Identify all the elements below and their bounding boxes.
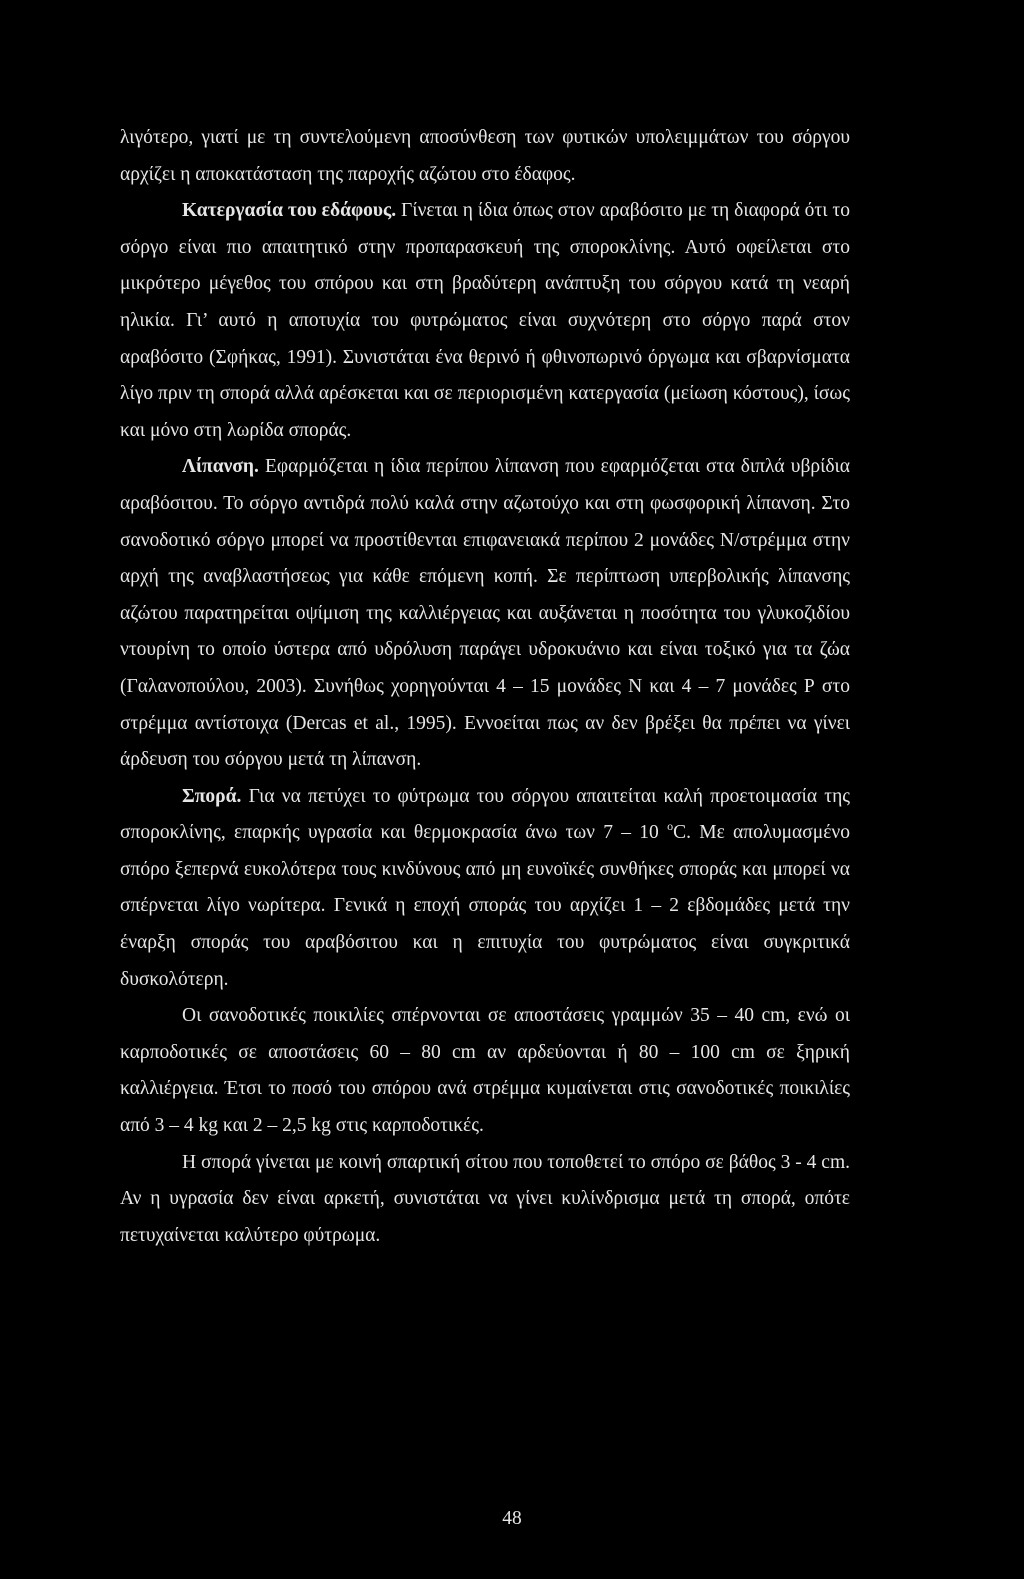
paragraph-row-spacing [120,998,850,1144]
page-number: 48 [502,1508,522,1529]
degree-superscript: o [667,819,674,834]
paragraph-text: λιγότερο, γιατί με τη συντελούμενη αποσύνθεση των φυτικών υπολειμμάτων του σόργου αρχίζει η αποκατάσταση της παροχής αζώτου στο έδαφος. [120,127,850,185]
paragraph-fertilization [120,449,850,778]
section-heading-sowing: Σπορά. [182,785,242,807]
section-heading-tillage: Κατεργασία του εδάφους. [182,200,397,222]
paragraph-text: C. Με απολυμασμένο σπόρο ξεπερνά ευκολότερα τους κινδύνους από μη ευνοϊκές συνθήκες σποράς και μπορεί να σπέρνεται λίγο νωρίτερα. Γενικά η εποχή σποράς του αρχίζει 1 – 2 εβδομάδες μετά την έναρξη σποράς του αραβόσιτου και η επιτυχία του φυτρώματος είναι συγκριτικά δυσκολότερη. [120,822,850,990]
paragraph-continuation [120,120,850,193]
paragraph-text: Εφαρμόζεται η ίδια περίπου λίπανση που εφαρμόζεται στα διπλά υβρίδια αραβόσιτου. Το σόργο αντιδρά πολύ καλά στην αζωτούχο και στη φωσφορική λίπανση. Στο σανοδοτικό σόργο μπορεί να προστίθενται επιφανειακά περίπου 2 μονάδες Ν/στρέμμα στην αρχή της αναβλαστήσεως για κάθε επόμενη κοπή. Σε περίπτωση υπερβολικής λίπανσης αζώτου παρατηρείται οψίμιση της καλλιέργειας και αυξάνεται η ποσότητα του γλυκοζιδίου ντουρίνη το οποίο ύστερα από υδρόλυση παράγει υδροκυάνιο και είναι τοξικό για τα ζώα (Γαλανοπούλου, 2003). Συνήθως χορηγούνται 4 – 15 μονάδες Ν και 4 – 7 μονάδες Ρ στο στρέμμα αντίστοιχα (Dercas et al., 1995). Εννοείται πως αν δεν βρέξει θα πρέπει να γίνει άρδευση του σόργου μετά τη λίπανση. [120,456,850,771]
paragraph-text: Γίνεται η ίδια όπως στον αραβόσιτο με τη διαφορά ότι το σόργο είναι πιο απαιτητικό στην προπαρασκευή της σποροκλίνης. Αυτό οφείλεται στο μικρότερο μέγεθος του σπόρου και στη βραδύτερη ανάπτυξη του σόργου κατά τη νεαρή ηλικία. Γι’ αυτό η αποτυχία του φυτρώματος είναι συχνότερη στο σόργο παρά στον αραβόσιτο (Σφήκας, 1991). Συνιστάται ένα θερινό ή φθινοπωρινό όργωμα και σβαρνίσματα λίγο πριν τη σπορά αλλά αρέσκεται και σε περιορισμένη κατεργασία (μείωση κόστους), ίσως και μόνο στη λωρίδα σποράς. [120,200,851,441]
paragraph-sowing [120,779,850,999]
paragraph-text: Η σπορά γίνεται με κοινή σπαρτική σίτου που τοποθετεί το σπόρο σε βάθος 3 - 4 cm. Αν η υγρασία δεν είναι αρκετή, συνιστάται να γίνει κυλίνδρισμα μετά τη σπορά, οπότε πετυχαίνεται καλύτερο φύτρωμα. [120,1151,850,1246]
paragraph-text: Οι σανοδοτικές ποικιλίες σπέρνονται σε αποστάσεις γραμμών 35 – 40 cm, ενώ οι καρποδοτικές σε αποστάσεις 60 – 80 cm αν αρδεύονται ή 80 – 100 cm σε ξηρική καλλιέργεια. Έτσι το ποσό του σπόρου ανά στρέμμα κυμαίνεται στις σανοδοτικές ποικιλίες από 3 – 4 kg και 2 – 2,5 kg στις καρποδοτικές. [120,1005,850,1137]
paragraph-text: Για να πετύχει το φύτρωμα του σόργου απαιτείται καλή προετοιμασία της σποροκλίνης, επαρκής υγρασία και θερμοκρασία άνω των 7 – 10 [120,785,850,844]
section-heading-fertilization: Λίπανση. [182,456,259,478]
body-text [120,120,850,1254]
paragraph-tillage [120,193,850,449]
paragraph-sowing-depth [120,1145,850,1255]
